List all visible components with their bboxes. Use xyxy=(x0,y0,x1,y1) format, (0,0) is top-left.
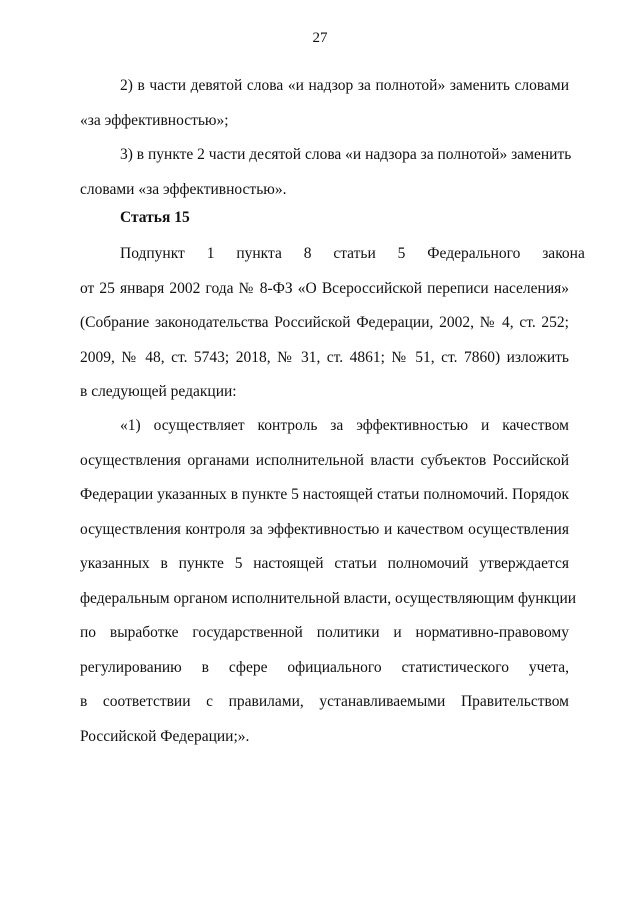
new-text-line: «1) осуществляет контроль за эффективностью и качеством xyxy=(120,417,569,434)
article-intro-line: от 25 января 2002 года № 8-ФЗ «О Всероссийской переписи населения» xyxy=(80,279,569,297)
article-new-text-paragraph xyxy=(80,409,577,754)
amendment-item-2 xyxy=(80,69,569,138)
amendment-item-3 xyxy=(80,138,572,207)
new-text-line: Федерации указанных в пункте 5 настоящей статьи полномочий. Порядок xyxy=(80,486,569,503)
new-text-line: по выработке государственной политики и нормативно-правовому xyxy=(80,624,569,641)
amendment-item-3-line: словами «за эффективностью». xyxy=(80,180,287,198)
page-number: 27 xyxy=(312,30,328,46)
amendment-item-2-line: «за эффективностью»; xyxy=(80,111,229,129)
article-new-text xyxy=(80,409,577,754)
article-intro-paragraph xyxy=(80,237,585,410)
amendment-item-2-line: 2) в части девятой слова «и надзор за полнотой» заменить словами xyxy=(120,77,569,94)
article-intro-line: в следующей редакции: xyxy=(80,383,237,400)
article-intro xyxy=(80,237,585,410)
article-intro-line: (Собрание законодательства Российской Федерации, 2002, № 4, ст. 252; xyxy=(80,314,569,331)
new-text-line: указанных в пункте 5 настоящей статьи полномочий утверждается xyxy=(80,555,569,572)
amendment-item-3-line: 3) в пункте 2 части десятой слова «и надзора за полнотой» заменить xyxy=(120,146,572,163)
new-text-line: осуществления контроля за эффективностью и качеством осуществления xyxy=(80,520,569,538)
amendment-list xyxy=(80,69,572,207)
new-text-line: федеральным органом исполнительной власти, осуществляющим функции xyxy=(80,589,577,607)
new-text-line: осуществления органами исполнительной власти субъектов Российской xyxy=(80,451,569,469)
new-text-line: в соответствии с правилами, устанавливаемыми Правительством xyxy=(80,693,569,710)
article-heading: Статья 15 xyxy=(120,209,190,226)
new-text-line: Российской Федерации;». xyxy=(80,727,250,745)
article-section xyxy=(80,201,569,236)
article-intro-line: Подпункт 1 пункта 8 статьи 5 Федерального закона xyxy=(120,245,585,262)
new-text-line: регулированию в сфере официального статистического учета, xyxy=(80,658,569,676)
article-intro-line: 2009, № 48, ст. 5743; 2018, № 31, ст. 4861; № 51, ст. 7860) изложить xyxy=(80,348,569,366)
